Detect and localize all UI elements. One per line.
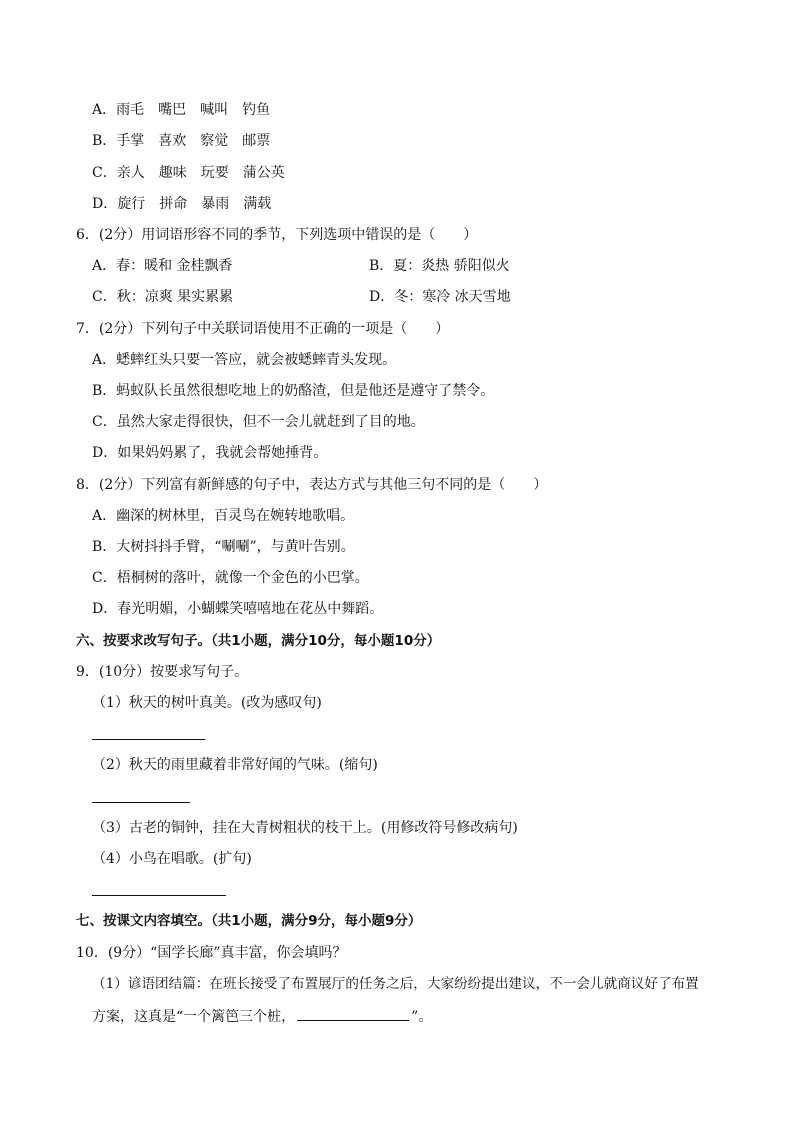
q10-item-1-text-before: 方案，这真是“一个篱笆三个桩， (92, 1009, 296, 1025)
q5-option-c: C．亲人 趣味 玩要 蒲公英 (92, 165, 285, 181)
q7-option-b: B．蚂蚁队长虽然很想吃地上的奶酪渣，但是他还是遵守了禁令。 (92, 383, 495, 399)
q9-item-2-answer-line[interactable] (92, 802, 190, 803)
q8-stem: 8．(2分）下列富有新鲜感的句子中，表达方式与其他三句不同的是（ ） (76, 477, 548, 493)
q5-option-a: A．雨毛 嘴巴 喊叫 钓鱼 (92, 102, 271, 118)
q7-option-a: A．蟋蟀红头只要一答应，就会被蟋蟀青头发现。 (92, 352, 397, 368)
q10-item-1-text-after: ”。 (411, 1009, 433, 1025)
q7-option-d: D．如果妈妈累了，我就会帮她捶背。 (92, 445, 328, 461)
q10-item-1-line-1: （1）谚语团结篇：在班长接受了布置展厅的任务之后，大家纷纷提出建议，不一会儿就商议好了布置 (92, 976, 699, 992)
q7-option-c: C．虽然大家走得很快，但不一会儿就赶到了目的地。 (92, 414, 425, 430)
section-7-heading: 七、按课文内容填空。（共1小题，满分9分，每小题9分） (76, 913, 422, 929)
q8-option-b: B．大树抖抖手臂，“唰唰”，与黄叶告别。 (92, 539, 355, 555)
q6-stem: 6．(2分）用词语形容不同的季节，下列选项中错误的是（ ） (76, 227, 478, 243)
q9-item-2: （2）秋天的雨里藏着非常好闻的气味。(缩句) (92, 757, 378, 773)
q10-item-1-answer-blank[interactable] (297, 1006, 409, 1021)
q6-option-a: A．春：暖和 金桂飘香 (92, 258, 233, 274)
q9-stem: 9．(10分）按要求写句子。 (76, 664, 249, 680)
q9-item-1-answer-line[interactable] (92, 739, 205, 740)
q5-option-b: B．手掌 喜欢 察觉 邮票 (92, 133, 271, 149)
q10-stem: 10．(9分）“国学长廊”真丰富，你会填吗？ (76, 945, 347, 961)
q8-option-a: A．幽深的树林里，百灵鸟在婉转地歌唱。 (92, 508, 355, 524)
section-6-heading: 六、按要求改写句子。（共1小题，满分10分，每小题10分） (76, 633, 441, 649)
q9-item-1: （1）秋天的树叶真美。(改为感叹句) (92, 695, 322, 711)
q9-item-4: （4）小鸟在唱歌。(扩句) (92, 851, 252, 867)
q6-option-b: B．夏：炎热 骄阳似火 (369, 258, 510, 274)
q8-option-c: C．梧桐树的落叶，就像一个金色的小巴掌。 (92, 570, 369, 586)
q8-option-d: D．春光明媚，小蝴蝶笑嘻嘻地在花丛中舞蹈。 (92, 601, 384, 617)
q9-item-3: （3）古老的铜钟，挂在大青树粗状的枝干上。(用修改符号修改病句) (92, 820, 518, 836)
q10-item-1-line-2 (92, 1006, 432, 1026)
q9-item-4-answer-line[interactable] (92, 895, 226, 896)
q6-option-d: D．冬：寒冷 冰天雪地 (369, 289, 511, 305)
q7-stem: 7．(2分）下列句子中关联词语使用不正确的一项是（ ） (76, 321, 450, 337)
q5-option-d: D．旋行 拼命 暴雨 满载 (92, 196, 272, 212)
q6-option-c: C．秋：凉爽 果实累累 (92, 289, 234, 305)
